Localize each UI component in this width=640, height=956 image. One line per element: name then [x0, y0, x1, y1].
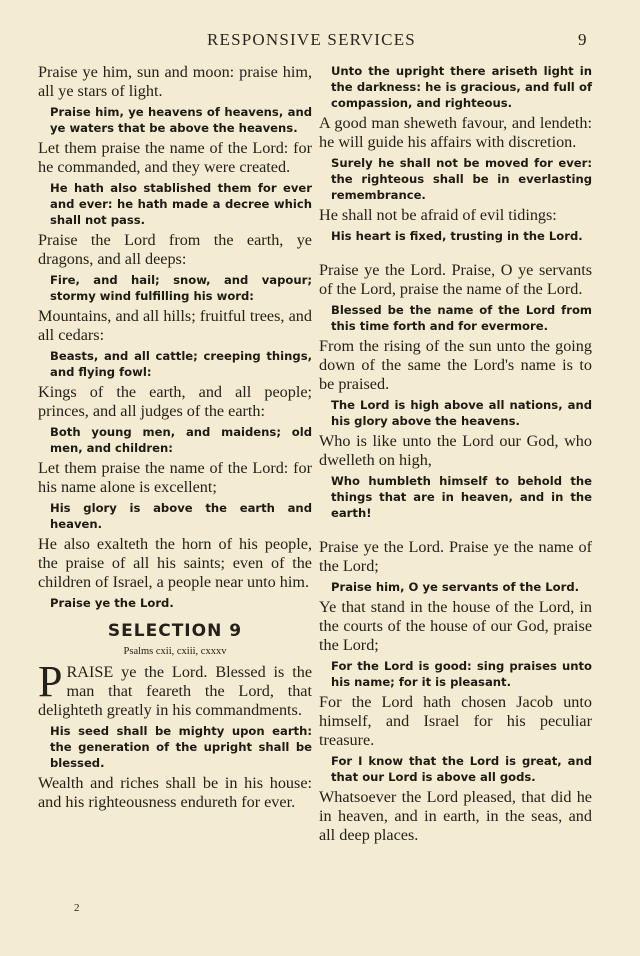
people-response: His glory is above the earth and heaven.: [50, 501, 312, 531]
minister-verse: He also exalteth the horn of his people, the praise of all his saints; even of the children of Israel, a people near unto him.: [38, 535, 312, 591]
people-response: For the Lord is good: sing praises unto his name; for it is pleasant.: [331, 659, 592, 689]
minister-verse: From the rising of the sun unto the going down of the same the Lord's name is to be praised.: [319, 337, 592, 393]
minister-verse: Wealth and riches shall be in his house: and his righteousness endureth for ever.: [38, 774, 312, 811]
people-response: He hath also stablished them for ever and ever: he hath made a decree which shall not pass.: [50, 181, 312, 227]
people-response: Praise him, ye heavens of heavens, and ye waters that be above the heavens.: [50, 105, 312, 135]
people-response: Who humbleth himself to behold the things that are in heaven, and in the earth!: [331, 474, 592, 520]
opening-verse: [38, 657, 312, 720]
left-column: [38, 63, 312, 815]
minister-verse: Praise ye him, sun and moon: praise him, all ye stars of light.: [38, 63, 312, 100]
left-verses-1: [38, 63, 312, 611]
opening-verse-text: RAISE ye the Lord. Blessed is the man that feareth the Lord, that delighteth greatly in his commandments.: [38, 663, 312, 719]
minister-verse: Who is like unto the Lord our God, who dwelleth on high,: [319, 432, 592, 469]
people-response: His heart is fixed, trusting in the Lord.: [331, 229, 583, 243]
stanza-gap: [319, 524, 592, 538]
minister-verse: Praise the Lord from the earth, ye dragons, and all deeps:: [38, 231, 312, 268]
drop-cap: P: [38, 657, 63, 706]
minister-verse: A good man sheweth favour, and lendeth: he will guide his affairs with discretion.: [319, 114, 592, 151]
stanza-gap: [319, 247, 592, 261]
minister-verse: For the Lord hath chosen Jacob unto himself, and Israel for his peculiar treasure.: [319, 693, 592, 749]
page-number: 9: [578, 30, 587, 49]
minister-verse: Kings of the earth, and all people; princes, and all judges of the earth:: [38, 383, 312, 420]
minister-verse: Let them praise the name of the Lord: for he commanded, and they were created.: [38, 139, 312, 176]
people-response: Unto the upright there ariseth light in the darkness: he is gracious, and full of compassion, and righteous.: [331, 64, 592, 110]
people-response: His seed shall be mighty upon earth: the generation of the upright shall be blessed.: [50, 724, 312, 770]
people-response: Blessed be the name of the Lord from this time forth and for evermore.: [331, 303, 592, 333]
minister-verse: Praise ye the Lord. Praise, O ye servants of the Lord, praise the name of the Lord.: [319, 261, 592, 298]
minister-verse: Whatsoever the Lord pleased, that did he in heaven, and in earth, in the seas, and all deep places.: [319, 788, 592, 844]
running-title: RESPONSIVE SERVICES: [207, 30, 416, 49]
people-response: For I know that the Lord is great, and that our Lord is above all gods.: [331, 754, 592, 784]
signature-mark: 2: [74, 902, 80, 914]
people-response: Praise ye the Lord.: [50, 596, 174, 610]
people-response: Fire, and hail; snow, and vapour; stormy wind fulfilling his word:: [50, 273, 312, 303]
minister-verse: Ye that stand in the house of the Lord, in the courts of the house of our God, praise the Lord;: [319, 598, 592, 654]
minister-verse: Let them praise the name of the Lord: for his name alone is excellent;: [38, 459, 312, 496]
minister-verse: Praise ye the Lord. Praise ye the name of the Lord;: [319, 538, 592, 575]
people-response: Surely he shall not be moved for ever: the righteous shall be in everlasting remembrance.: [331, 156, 592, 202]
people-response: The Lord is high above all nations, and his glory above the heavens.: [331, 398, 592, 428]
people-response: Beasts, and all cattle; creeping things, and flying fowl:: [50, 349, 312, 379]
minister-verse: Mountains, and all hills; fruitful trees, and all cedars:: [38, 307, 312, 344]
selection-heading: SELECTION 9: [107, 621, 243, 641]
minister-verse: He shall not be afraid of evil tidings:: [319, 206, 557, 224]
psalms-reference: Psalms cxii, cxiii, cxxxv: [123, 646, 227, 657]
right-column: [319, 63, 592, 848]
people-response: Both young men, and maidens; old men, and children:: [50, 425, 312, 455]
people-response: Praise him, O ye servants of the Lord.: [331, 580, 580, 594]
page-header: [0, 30, 640, 54]
